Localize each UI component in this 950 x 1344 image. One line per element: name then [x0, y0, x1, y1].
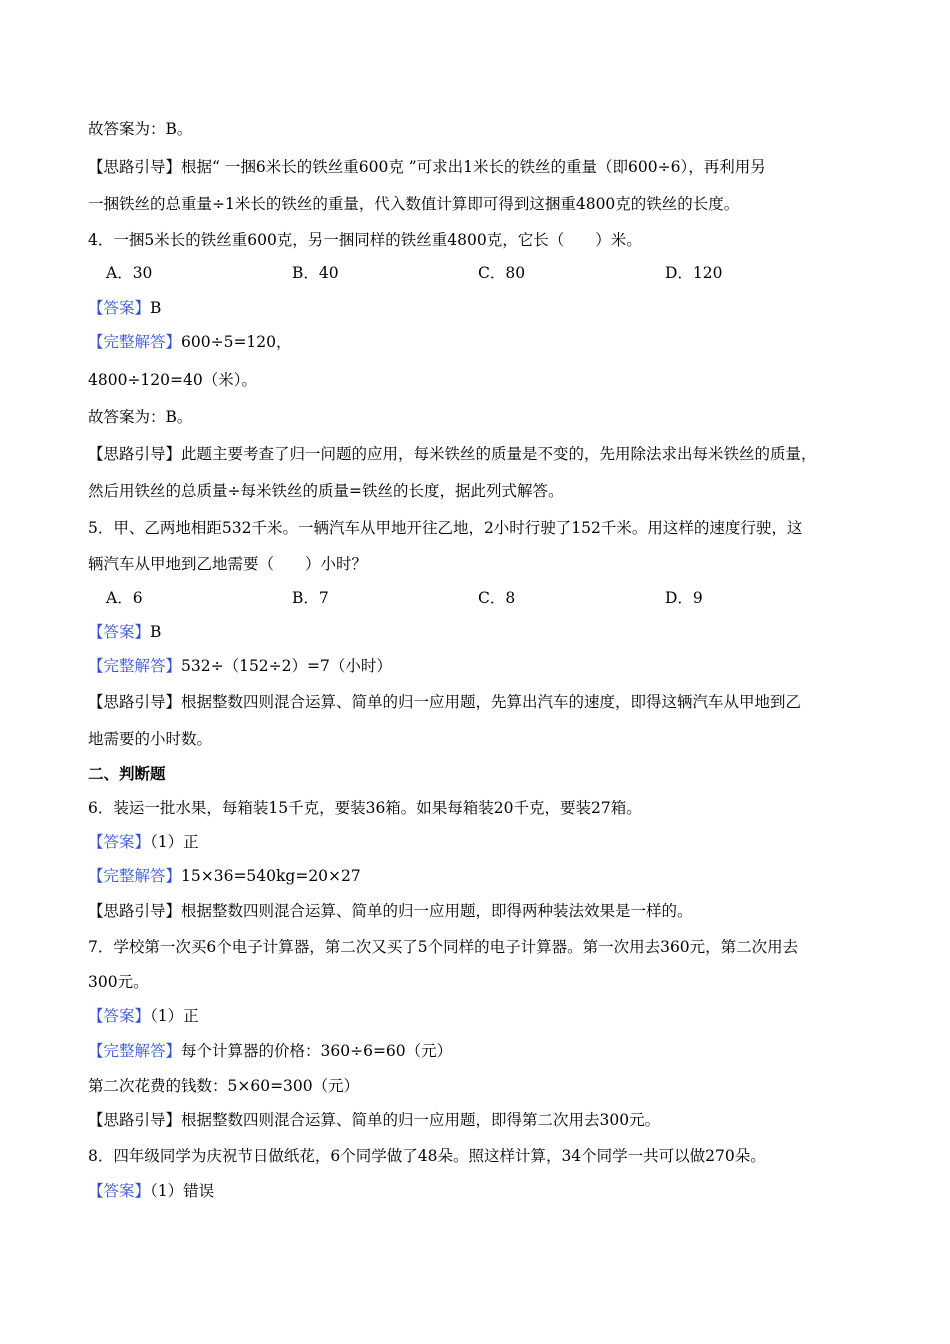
hint-line-q3-2: 一捆铁丝的总重量÷1米长的铁丝的重量，代入数值计算即可得到这捆重4800克的铁丝的长度。 [88, 195, 740, 213]
q5-hint-1: 【思路引导】根据整数四则混合运算、简单的归一应用题，先算出汽车的速度，即得这辆汽车从甲地到乙 [88, 693, 802, 711]
question-7-line-2: 300元。 [88, 973, 149, 991]
q5-hint-2: 地需要的小时数。 [88, 730, 213, 748]
q7-answer: 【答案】（1）正 [88, 1007, 199, 1025]
question-4: 4．一捆5米长的铁丝重600克，另一捆同样的铁丝重4800克，它长（ ）米。 [88, 231, 642, 249]
hint-line-q3-1: 【思路引导】根据“ 一捆6米长的铁丝重600克 ”可求出1米长的铁丝的重量（即600÷6），再利用另 [88, 158, 766, 176]
q6-hint: 【思路引导】根据整数四则混合运算、简单的归一应用题，即得两种装法效果是一样的。 [88, 902, 693, 920]
q4-option-a: A．30 [106, 264, 153, 282]
q7-solution-1: 【完整解答】每个计算器的价格：360÷6=60（元） [88, 1042, 453, 1060]
answer-tag: 【答案】 [88, 1007, 151, 1025]
answer-line-q3: 故答案为：B。 [88, 120, 193, 138]
q4-option-c: C．80 [478, 264, 526, 282]
question-7-line-1: 7．学校第一次买6个电子计算器，第二次又买了5个同样的电子计算器。第一次用去360元，第二次用去 [88, 938, 799, 956]
question-6: 6．装运一批水果，每箱装15千克，要装36箱。如果每箱装20千克，要装27箱。 [88, 799, 642, 817]
question-8: 8．四年级同学为庆祝节日做纸花，6个同学做了48朵。照这样计算，34个同学一共可以做270朵。 [88, 1147, 766, 1165]
q4-answer: 【答案】B [88, 299, 162, 317]
solution-tag: 【完整解答】 [88, 333, 182, 351]
q6-answer: 【答案】（1）正 [88, 833, 199, 851]
q5-option-c: C．8 [478, 589, 516, 607]
solution-tag: 【完整解答】 [88, 1042, 182, 1060]
solution-tag: 【完整解答】 [88, 867, 182, 885]
q5-answer: 【答案】B [88, 623, 162, 641]
q5-solution: 【完整解答】532÷（152÷2）=7（小时） [88, 657, 392, 675]
section-heading: 二、判断题 [88, 764, 166, 783]
q4-solution-2: 4800÷120=40（米）。 [88, 371, 257, 389]
q4-solution-1: 【完整解答】600÷5=120， [88, 333, 292, 351]
answer-tag: 【答案】 [88, 1182, 151, 1200]
q8-answer: 【答案】（1）错误 [88, 1182, 215, 1200]
q4-option-b: B．40 [292, 264, 339, 282]
answer-tag: 【答案】 [88, 833, 151, 851]
q6-solution: 【完整解答】15×36=540kg=20×27 [88, 867, 361, 885]
q7-solution-2: 第二次花费的钱数：5×60=300（元） [88, 1077, 360, 1095]
q4-hint-1: 【思路引导】此题主要考查了归一问题的应用，每米铁丝的质量是不变的，先用除法求出每米铁丝的质量， [88, 445, 817, 463]
q5-option-d: D．9 [665, 589, 703, 607]
answer-tag: 【答案】 [88, 623, 151, 641]
answer-tag: 【答案】 [88, 299, 151, 317]
question-5-line-1: 5．甲、乙两地相距532千米。一辆汽车从甲地开往乙地，2小时行驶了152千米。用这样的速度行驶，这 [88, 519, 803, 537]
solution-tag: 【完整解答】 [88, 657, 182, 675]
q4-option-d: D．120 [665, 264, 723, 282]
q7-hint: 【思路引导】根据整数四则混合运算、简单的归一应用题，即得第二次用去300元。 [88, 1111, 661, 1129]
q4-final: 故答案为：B。 [88, 408, 193, 426]
q4-hint-2: 然后用铁丝的总质量÷每米铁丝的质量=铁丝的长度，据此列式解答。 [88, 482, 564, 500]
question-5-line-2: 辆汽车从甲地到乙地需要（ ）小时？ [88, 555, 368, 573]
q5-option-a: A．6 [106, 589, 143, 607]
q5-option-b: B．7 [292, 589, 329, 607]
